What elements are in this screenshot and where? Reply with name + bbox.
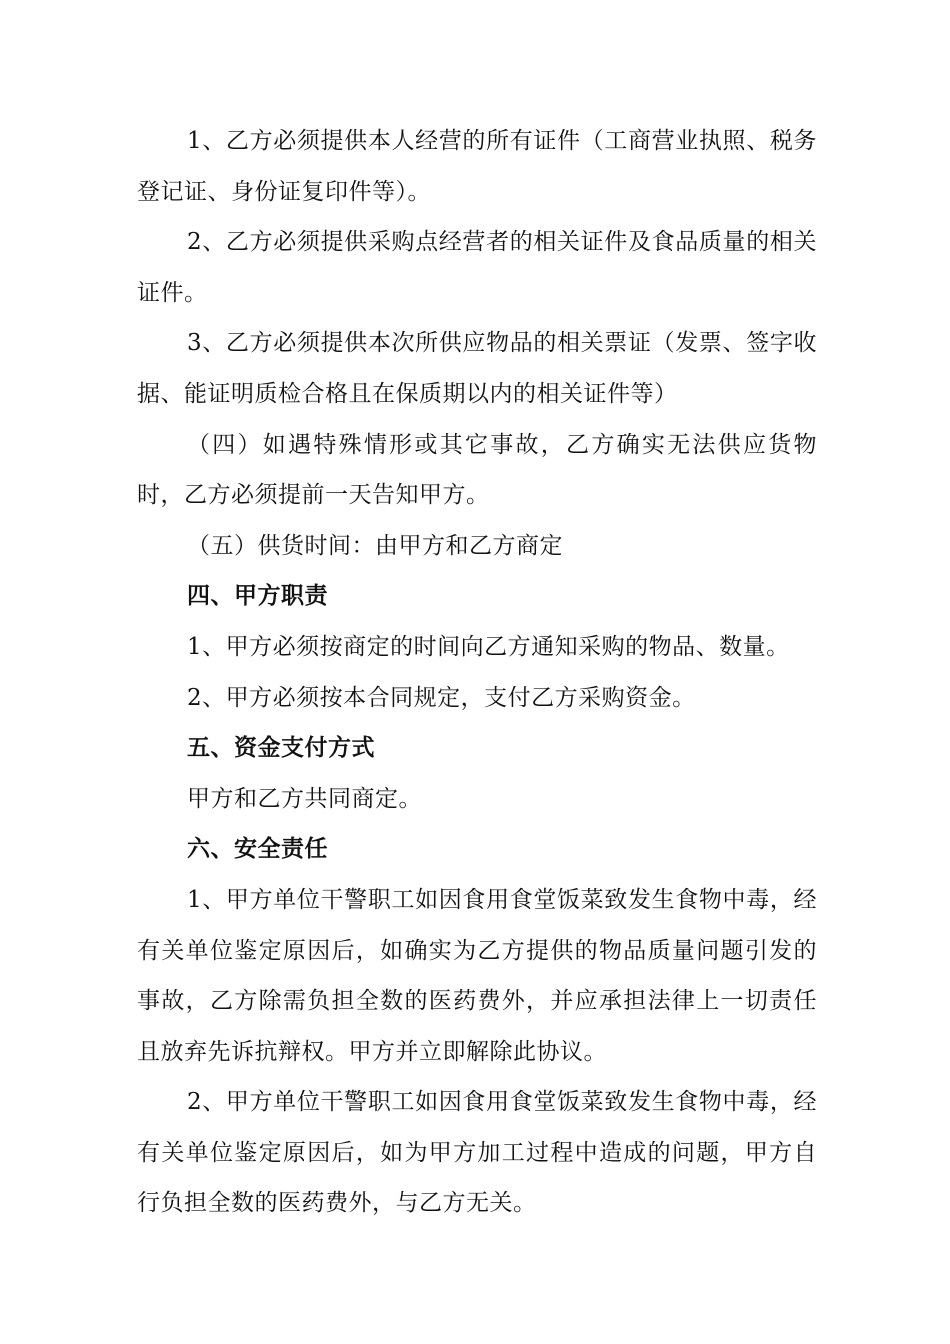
paragraph-yi-receipts: 3、乙方必须提供本次所供应物品的相关票证（发票、签字收据、能证明质检合格且在保质期以内的相关证件等） xyxy=(137,330,817,407)
paragraph-yi-supplier-certificates: 2、乙方必须提供采购点经营者的相关证件及食品质量的相关证件。 xyxy=(137,229,817,306)
paragraph-special-circumstances: （四）如遇特殊情形或其它事故，乙方确实无法供应货物时，乙方必须提前一天告知甲方。 xyxy=(137,431,817,509)
document-page xyxy=(137,116,817,1229)
paragraph-jia-notify: 1、甲方必须按商定的时间向乙方通知采购的物品、数量。 xyxy=(187,633,790,660)
paragraph-safety-jia-liability: 2、甲方单位干警职工如因食用食堂饭菜致发生食物中毒，经有关单位鉴定原因后，如为甲方加工过程中造成的问题，甲方自行负担全数的医药费外，与乙方无关。 xyxy=(137,1089,817,1217)
section-heading-payment-method: 五、资金支付方式 xyxy=(187,734,375,762)
paragraph-yi-certificates: 1、乙方必须提供本人经营的所有证件（工商营业执照、税务登记证、身份证复印件等）。 xyxy=(137,128,817,205)
paragraph-safety-yi-liability: 1、甲方单位干警职工如因食用食堂饭菜致发生食物中毒，经有关单位鉴定原因后，如确实为乙方提供的物品质量问题引发的事故，乙方除需负担全数的医药费外，并应承担法律上一切责任且放弃先诉抗辩权。甲方并立即解除此协议。 xyxy=(137,886,817,1065)
paragraph-jia-payment: 2、甲方必须按本合同规定，支付乙方采购资金。 xyxy=(187,684,696,711)
paragraph-payment-agreement: 甲方和乙方共同商定。 xyxy=(187,785,422,812)
section-heading-safety: 六、安全责任 xyxy=(187,835,328,863)
paragraph-supply-time: （五）供货时间：由甲方和乙方商定 xyxy=(187,532,563,559)
section-heading-jia-duties: 四、甲方职责 xyxy=(187,582,328,610)
